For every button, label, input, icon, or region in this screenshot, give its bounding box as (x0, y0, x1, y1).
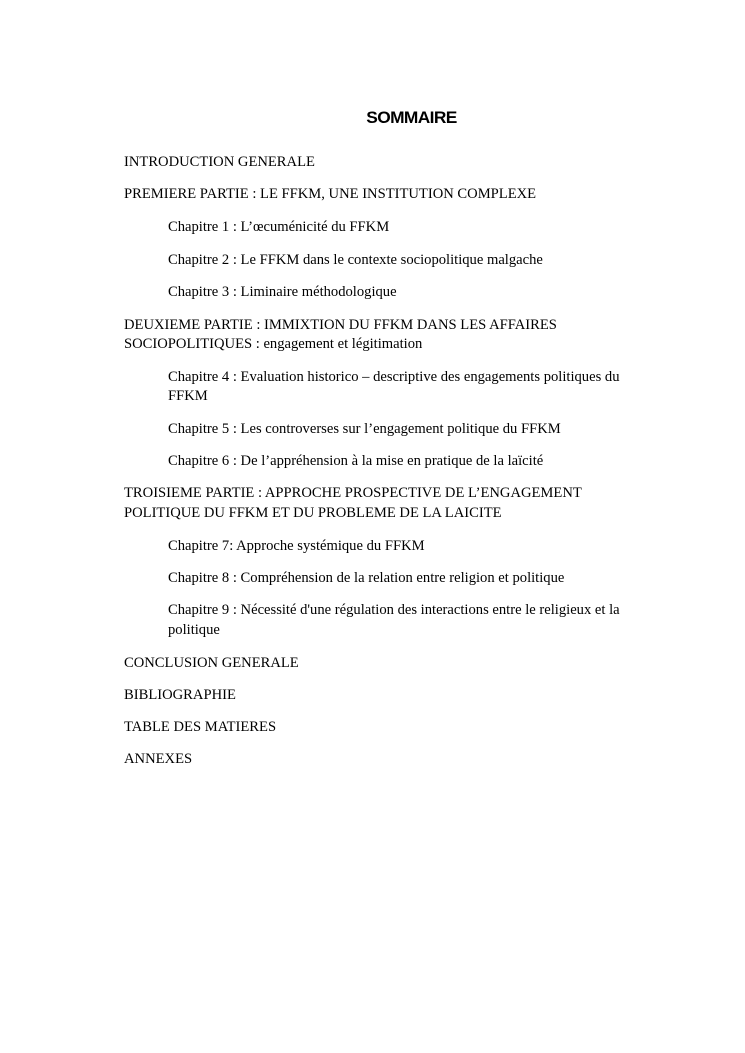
toc-bibliography: BIBLIOGRAPHIE (124, 687, 236, 703)
toc-chapter-4-line-2: FFKM (168, 388, 208, 404)
toc-chapter-5: Chapitre 5 : Les controverses sur l’engagement politique du FFKM (168, 421, 561, 437)
toc-part-3-line-2: POLITIQUE DU FFKM ET DU PROBLEME DE LA LAICITE (124, 505, 502, 521)
toc-chapter-3: Chapitre 3 : Liminaire méthodologique (168, 284, 397, 300)
toc-conclusion: CONCLUSION GENERALE (124, 655, 299, 671)
toc-chapter-9-line-1: Chapitre 9 : Nécessité d'une régulation des interactions entre le religieux et la (168, 602, 620, 618)
toc-chapter-6: Chapitre 6 : De l’appréhension à la mise en pratique de la laïcité (168, 453, 544, 469)
toc-chapter-9-line-2: politique (168, 622, 220, 638)
toc-chapter-1: Chapitre 1 : L’œcuménicité du FFKM (168, 219, 390, 235)
toc-part-1: PREMIERE PARTIE : LE FFKM, UNE INSTITUTION COMPLEXE (124, 186, 537, 202)
toc-part-2-line-1: DEUXIEME PARTIE : IMMIXTION DU FFKM DANS LES AFFAIRES (124, 317, 557, 333)
toc-chapter-2: Chapitre 2 : Le FFKM dans le contexte sociopolitique malgache (168, 252, 543, 268)
toc-chapter-4-line-1: Chapitre 4 : Evaluation historico – descriptive des engagements politiques du (168, 369, 620, 385)
toc-table-of-contents: TABLE DES MATIERES (124, 719, 277, 735)
toc-chapter-8: Chapitre 8 : Compréhension de la relation entre religion et politique (168, 570, 565, 586)
toc-chapter-7: Chapitre 7: Approche systémique du FFKM (168, 538, 425, 554)
page-title: SOMMAIRE (366, 108, 457, 127)
toc-introduction: INTRODUCTION GENERALE (124, 154, 315, 170)
toc-part-2-line-2: SOCIOPOLITIQUES : engagement et légitimation (124, 336, 423, 352)
toc-annexes: ANNEXES (124, 751, 193, 767)
toc-part-3-line-1: TROISIEME PARTIE : APPROCHE PROSPECTIVE DE L’ENGAGEMENT (124, 485, 582, 501)
